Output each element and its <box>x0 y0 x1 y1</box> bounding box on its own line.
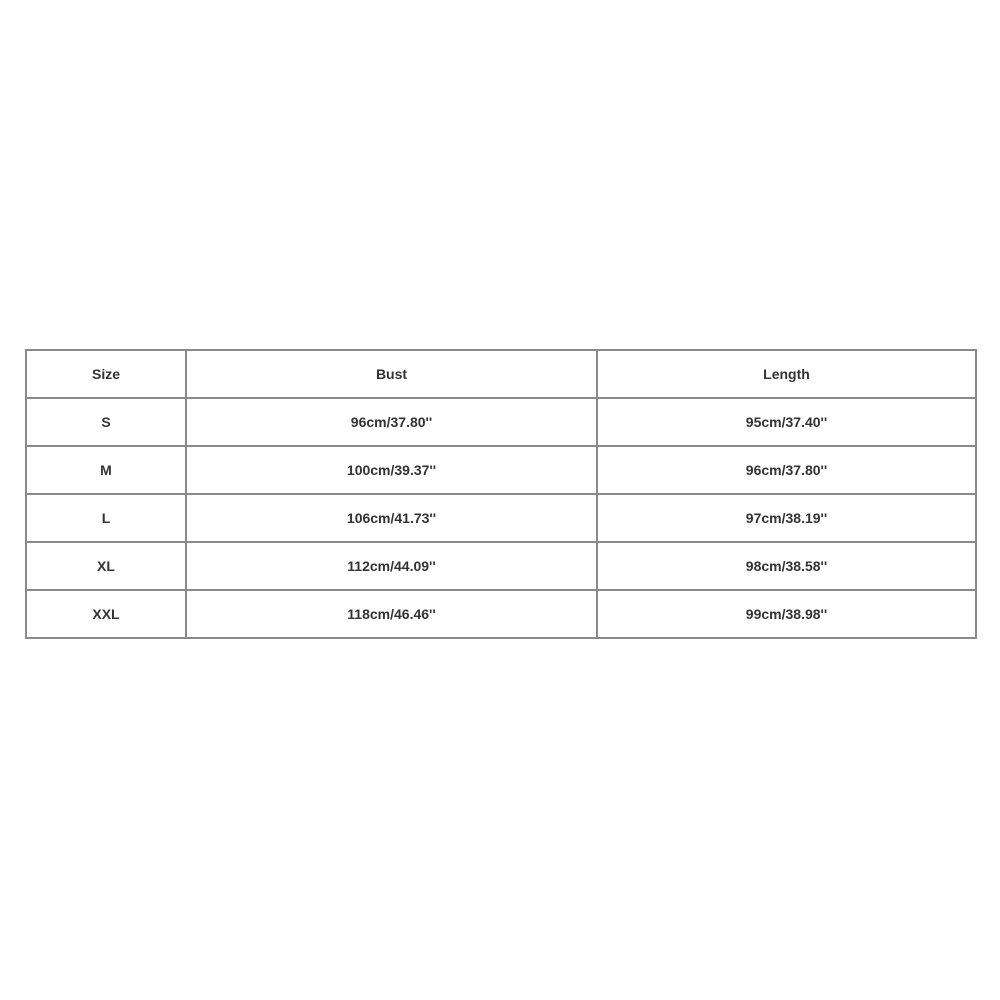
bust-cell: 106cm/41.73'' <box>186 494 597 542</box>
table-row <box>26 590 976 638</box>
table-row <box>26 542 976 590</box>
length-cell: 96cm/37.80'' <box>597 446 976 494</box>
bust-cell: 100cm/39.37'' <box>186 446 597 494</box>
bust-cell: 118cm/46.46'' <box>186 590 597 638</box>
size-cell: XL <box>26 542 186 590</box>
table-row <box>26 494 976 542</box>
size-cell: XXL <box>26 590 186 638</box>
bust-cell: 112cm/44.09'' <box>186 542 597 590</box>
header-bust: Bust <box>186 350 597 398</box>
length-cell: 99cm/38.98'' <box>597 590 976 638</box>
bust-cell: 96cm/37.80'' <box>186 398 597 446</box>
length-cell: 98cm/38.58'' <box>597 542 976 590</box>
table-row <box>26 446 976 494</box>
size-chart-table <box>25 349 977 639</box>
size-cell: L <box>26 494 186 542</box>
table-header-row <box>26 350 976 398</box>
length-cell: 95cm/37.40'' <box>597 398 976 446</box>
length-cell: 97cm/38.19'' <box>597 494 976 542</box>
header-length: Length <box>597 350 976 398</box>
size-cell: M <box>26 446 186 494</box>
size-cell: S <box>26 398 186 446</box>
header-size: Size <box>26 350 186 398</box>
table-row <box>26 398 976 446</box>
